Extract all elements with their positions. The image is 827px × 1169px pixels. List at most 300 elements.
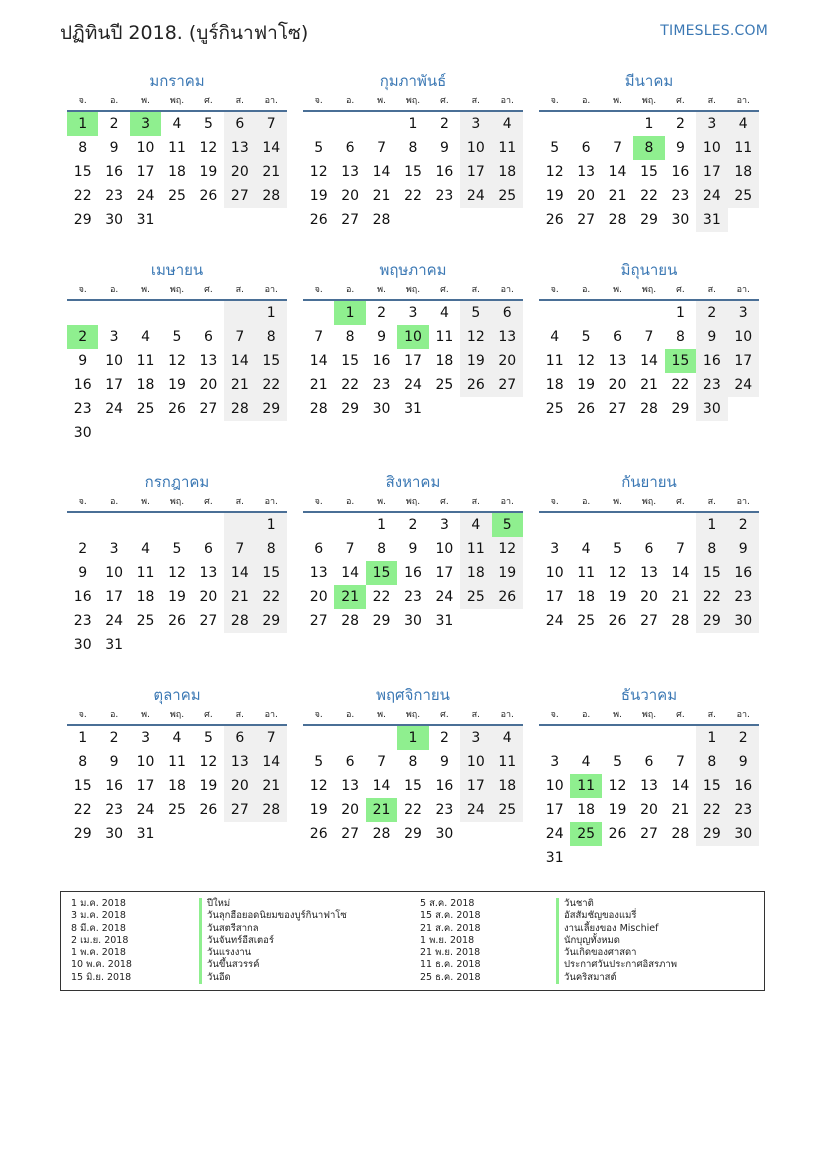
day-cell[interactable]: 4 <box>728 112 759 136</box>
day-cell[interactable]: 1 <box>78 730 88 746</box>
day-cell[interactable]: 15 <box>73 778 92 794</box>
day-cell[interactable]: 2 <box>67 325 98 349</box>
day-cell[interactable]: 29 <box>372 613 391 629</box>
day-cell[interactable]: 14 <box>608 164 627 180</box>
day-cell[interactable]: 29 <box>404 826 422 842</box>
day-cell[interactable]: 2 <box>439 730 449 746</box>
day-cell[interactable]: 24 <box>435 589 454 605</box>
day-cell[interactable]: 5 <box>172 541 182 557</box>
day-cell[interactable]: 29 <box>696 822 727 846</box>
day-cell[interactable]: 30 <box>372 401 391 417</box>
day-cell[interactable]: 31 <box>105 637 124 653</box>
day-cell[interactable]: 4 <box>581 754 591 770</box>
day-cell[interactable]: 19 <box>460 349 491 373</box>
day-cell[interactable]: 12 <box>545 164 564 180</box>
day-cell[interactable]: 26 <box>577 401 596 417</box>
day-cell[interactable]: 9 <box>728 750 759 774</box>
day-cell[interactable]: 19 <box>199 164 218 180</box>
day-cell[interactable]: 29 <box>256 609 287 633</box>
day-cell[interactable]: 24 <box>696 184 727 208</box>
day-cell[interactable]: 19 <box>545 188 564 204</box>
day-cell[interactable]: 8 <box>78 140 88 156</box>
day-cell[interactable]: 1 <box>256 513 287 537</box>
day-cell[interactable]: 4 <box>141 329 151 345</box>
day-cell[interactable]: 30 <box>696 397 727 421</box>
day-cell[interactable]: 5 <box>314 140 324 156</box>
day-cell[interactable]: 26 <box>608 613 627 629</box>
day-cell[interactable]: 13 <box>199 353 218 369</box>
day-cell[interactable]: 6 <box>314 541 324 557</box>
day-cell[interactable]: 22 <box>696 798 727 822</box>
day-cell[interactable]: 23 <box>404 589 422 605</box>
day-cell[interactable]: 24 <box>105 613 124 629</box>
day-cell[interactable]: 17 <box>728 349 759 373</box>
day-cell[interactable]: 20 <box>309 589 328 605</box>
day-cell[interactable]: 10 <box>435 541 454 557</box>
day-cell[interactable]: 13 <box>341 164 360 180</box>
day-cell[interactable]: 12 <box>492 537 523 561</box>
day-cell[interactable]: 5 <box>314 754 324 770</box>
day-cell[interactable]: 2 <box>109 730 119 746</box>
day-cell[interactable]: 5 <box>550 140 560 156</box>
day-cell[interactable]: 21 <box>608 188 627 204</box>
day-cell[interactable]: 11 <box>136 353 155 369</box>
day-cell[interactable]: 25 <box>728 184 759 208</box>
day-cell[interactable]: 14 <box>309 353 328 369</box>
day-cell[interactable]: 3 <box>728 301 759 325</box>
day-cell[interactable]: 18 <box>136 589 155 605</box>
day-cell[interactable]: 29 <box>671 401 690 417</box>
day-cell[interactable]: 4 <box>581 541 591 557</box>
day-cell[interactable]: 18 <box>168 778 186 794</box>
day-cell[interactable]: 12 <box>309 778 328 794</box>
day-cell[interactable]: 24 <box>460 184 491 208</box>
day-cell[interactable]: 9 <box>377 329 387 345</box>
day-cell[interactable]: 13 <box>577 164 596 180</box>
day-cell[interactable]: 9 <box>439 754 449 770</box>
day-cell[interactable]: 19 <box>168 377 186 393</box>
day-cell[interactable]: 3 <box>109 329 119 345</box>
day-cell[interactable]: 28 <box>256 798 287 822</box>
day-cell[interactable]: 22 <box>671 377 690 393</box>
day-cell[interactable]: 10 <box>460 136 491 160</box>
day-cell[interactable]: 30 <box>728 822 759 846</box>
day-cell[interactable]: 17 <box>105 589 124 605</box>
day-cell[interactable]: 27 <box>199 401 218 417</box>
day-cell[interactable]: 20 <box>640 589 658 605</box>
day-cell[interactable]: 5 <box>203 730 213 746</box>
day-cell[interactable]: 27 <box>341 826 360 842</box>
day-cell[interactable]: 30 <box>404 613 422 629</box>
day-cell[interactable]: 14 <box>640 353 658 369</box>
day-cell[interactable]: 27 <box>492 373 523 397</box>
day-cell[interactable]: 20 <box>640 802 658 818</box>
day-cell[interactable]: 6 <box>224 112 255 136</box>
day-cell[interactable]: 16 <box>728 774 759 798</box>
day-cell[interactable]: 15 <box>640 164 658 180</box>
day-cell[interactable]: 3 <box>130 112 161 136</box>
day-cell[interactable]: 16 <box>435 778 454 794</box>
day-cell[interactable]: 3 <box>109 541 119 557</box>
day-cell[interactable]: 16 <box>105 164 124 180</box>
day-cell[interactable]: 20 <box>199 589 218 605</box>
day-cell[interactable]: 27 <box>608 401 627 417</box>
day-cell[interactable]: 25 <box>168 802 186 818</box>
day-cell[interactable]: 11 <box>136 565 155 581</box>
day-cell[interactable]: 9 <box>728 537 759 561</box>
day-cell[interactable]: 28 <box>372 212 391 228</box>
day-cell[interactable]: 1 <box>696 726 727 750</box>
day-cell[interactable]: 3 <box>696 112 727 136</box>
day-cell[interactable]: 19 <box>577 377 596 393</box>
day-cell[interactable]: 8 <box>256 325 287 349</box>
day-cell[interactable]: 17 <box>545 802 564 818</box>
day-cell[interactable]: 17 <box>696 160 727 184</box>
day-cell[interactable]: 5 <box>203 116 213 132</box>
day-cell[interactable]: 27 <box>341 212 360 228</box>
day-cell[interactable]: 6 <box>581 140 591 156</box>
day-cell[interactable]: 24 <box>136 802 155 818</box>
day-cell[interactable]: 12 <box>309 164 328 180</box>
day-cell[interactable]: 20 <box>492 349 523 373</box>
day-cell[interactable]: 21 <box>224 373 255 397</box>
day-cell[interactable]: 14 <box>372 778 391 794</box>
day-cell[interactable]: 11 <box>492 136 523 160</box>
day-cell[interactable]: 14 <box>256 136 287 160</box>
day-cell[interactable]: 8 <box>78 754 88 770</box>
day-cell[interactable]: 26 <box>199 802 218 818</box>
day-cell[interactable]: 28 <box>608 212 627 228</box>
day-cell[interactable]: 22 <box>404 802 422 818</box>
day-cell[interactable]: 24 <box>460 798 491 822</box>
day-cell[interactable]: 21 <box>640 377 658 393</box>
day-cell[interactable]: 17 <box>435 565 454 581</box>
day-cell[interactable]: 25 <box>570 822 601 846</box>
day-cell[interactable]: 21 <box>671 802 690 818</box>
day-cell[interactable]: 2 <box>408 517 418 533</box>
day-cell[interactable]: 25 <box>492 184 523 208</box>
day-cell[interactable]: 6 <box>345 754 355 770</box>
day-cell[interactable]: 13 <box>309 565 328 581</box>
day-cell[interactable]: 27 <box>640 826 658 842</box>
day-cell[interactable]: 8 <box>377 541 387 557</box>
day-cell[interactable]: 31 <box>435 613 454 629</box>
day-cell[interactable]: 10 <box>545 778 564 794</box>
day-cell[interactable]: 6 <box>203 329 213 345</box>
day-cell[interactable]: 5 <box>613 754 623 770</box>
day-cell[interactable]: 3 <box>460 112 491 136</box>
day-cell[interactable]: 1 <box>397 726 428 750</box>
day-cell[interactable]: 31 <box>136 212 155 228</box>
day-cell[interactable]: 23 <box>105 188 124 204</box>
day-cell[interactable]: 23 <box>671 188 690 204</box>
day-cell[interactable]: 23 <box>435 188 454 204</box>
day-cell[interactable]: 6 <box>492 301 523 325</box>
day-cell[interactable]: 24 <box>545 826 564 842</box>
day-cell[interactable]: 18 <box>460 561 491 585</box>
day-cell[interactable]: 26 <box>545 212 564 228</box>
day-cell[interactable]: 14 <box>341 565 360 581</box>
day-cell[interactable]: 11 <box>460 537 491 561</box>
day-cell[interactable]: 8 <box>408 140 418 156</box>
day-cell[interactable]: 21 <box>224 585 255 609</box>
day-cell[interactable]: 18 <box>545 377 564 393</box>
day-cell[interactable]: 23 <box>728 798 759 822</box>
day-cell[interactable]: 26 <box>309 826 328 842</box>
day-cell[interactable]: 12 <box>168 353 186 369</box>
day-cell[interactable]: 12 <box>608 565 627 581</box>
day-cell[interactable]: 22 <box>640 188 658 204</box>
day-cell[interactable]: 31 <box>136 826 155 842</box>
day-cell[interactable]: 10 <box>728 325 759 349</box>
day-cell[interactable]: 6 <box>345 140 355 156</box>
day-cell[interactable]: 1 <box>256 301 287 325</box>
day-cell[interactable]: 14 <box>224 349 255 373</box>
day-cell[interactable]: 4 <box>460 513 491 537</box>
day-cell[interactable]: 9 <box>109 140 119 156</box>
day-cell[interactable]: 10 <box>397 325 428 349</box>
day-cell[interactable]: 11 <box>435 329 454 345</box>
day-cell[interactable]: 12 <box>199 754 218 770</box>
day-cell[interactable]: 29 <box>341 401 360 417</box>
day-cell[interactable]: 18 <box>577 589 596 605</box>
day-cell[interactable]: 2 <box>439 116 449 132</box>
day-cell[interactable]: 19 <box>608 589 627 605</box>
day-cell[interactable]: 25 <box>136 613 155 629</box>
day-cell[interactable]: 28 <box>341 613 360 629</box>
day-cell[interactable]: 23 <box>372 377 391 393</box>
day-cell[interactable]: 28 <box>372 826 391 842</box>
day-cell[interactable]: 1 <box>377 517 387 533</box>
day-cell[interactable]: 21 <box>366 798 397 822</box>
day-cell[interactable]: 20 <box>577 188 596 204</box>
day-cell[interactable]: 13 <box>492 325 523 349</box>
day-cell[interactable]: 16 <box>73 589 92 605</box>
day-cell[interactable]: 15 <box>366 561 397 585</box>
day-cell[interactable]: 10 <box>136 754 155 770</box>
day-cell[interactable]: 4 <box>439 305 449 321</box>
day-cell[interactable]: 23 <box>105 802 124 818</box>
day-cell[interactable]: 17 <box>105 377 124 393</box>
day-cell[interactable]: 2 <box>696 301 727 325</box>
day-cell[interactable]: 10 <box>545 565 564 581</box>
day-cell[interactable]: 11 <box>545 353 564 369</box>
day-cell[interactable]: 7 <box>675 754 685 770</box>
day-cell[interactable]: 16 <box>105 778 124 794</box>
day-cell[interactable]: 19 <box>492 561 523 585</box>
day-cell[interactable]: 26 <box>168 401 186 417</box>
day-cell[interactable]: 19 <box>309 802 328 818</box>
day-cell[interactable]: 2 <box>728 726 759 750</box>
day-cell[interactable]: 27 <box>309 613 328 629</box>
day-cell[interactable]: 4 <box>172 730 182 746</box>
day-cell[interactable]: 17 <box>136 778 155 794</box>
day-cell[interactable]: 12 <box>608 778 627 794</box>
day-cell[interactable]: 6 <box>613 329 623 345</box>
day-cell[interactable]: 5 <box>460 301 491 325</box>
day-cell[interactable]: 24 <box>404 377 422 393</box>
day-cell[interactable]: 12 <box>168 565 186 581</box>
day-cell[interactable]: 8 <box>345 329 355 345</box>
day-cell[interactable]: 30 <box>105 212 124 228</box>
day-cell[interactable]: 18 <box>168 164 186 180</box>
day-cell[interactable]: 24 <box>105 401 124 417</box>
day-cell[interactable]: 24 <box>728 373 759 397</box>
day-cell[interactable]: 21 <box>372 188 391 204</box>
day-cell[interactable]: 11 <box>492 750 523 774</box>
day-cell[interactable]: 9 <box>109 754 119 770</box>
day-cell[interactable]: 13 <box>640 778 658 794</box>
day-cell[interactable]: 13 <box>224 750 255 774</box>
day-cell[interactable]: 1 <box>408 116 418 132</box>
day-cell[interactable]: 27 <box>224 798 255 822</box>
day-cell[interactable]: 29 <box>256 397 287 421</box>
day-cell[interactable]: 28 <box>640 401 658 417</box>
day-cell[interactable]: 3 <box>439 517 449 533</box>
day-cell[interactable]: 26 <box>460 373 491 397</box>
day-cell[interactable]: 9 <box>78 565 88 581</box>
day-cell[interactable]: 23 <box>73 401 92 417</box>
day-cell[interactable]: 4 <box>172 116 182 132</box>
day-cell[interactable]: 30 <box>73 425 92 441</box>
day-cell[interactable]: 22 <box>404 188 422 204</box>
day-cell[interactable]: 12 <box>577 353 596 369</box>
day-cell[interactable]: 6 <box>224 726 255 750</box>
day-cell[interactable]: 15 <box>256 561 287 585</box>
day-cell[interactable]: 5 <box>581 329 591 345</box>
day-cell[interactable]: 19 <box>168 589 186 605</box>
day-cell[interactable]: 10 <box>136 140 155 156</box>
day-cell[interactable]: 17 <box>545 589 564 605</box>
day-cell[interactable]: 7 <box>377 754 387 770</box>
day-cell[interactable]: 20 <box>608 377 627 393</box>
day-cell[interactable]: 3 <box>141 730 151 746</box>
day-cell[interactable]: 9 <box>439 140 449 156</box>
day-cell[interactable]: 19 <box>199 778 218 794</box>
day-cell[interactable]: 15 <box>696 561 727 585</box>
day-cell[interactable]: 10 <box>460 750 491 774</box>
day-cell[interactable]: 17 <box>136 164 155 180</box>
day-cell[interactable]: 14 <box>671 565 690 581</box>
day-cell[interactable]: 13 <box>224 136 255 160</box>
day-cell[interactable]: 20 <box>224 774 255 798</box>
day-cell[interactable]: 28 <box>256 184 287 208</box>
day-cell[interactable]: 16 <box>404 565 422 581</box>
day-cell[interactable]: 18 <box>728 160 759 184</box>
day-cell[interactable]: 9 <box>408 541 418 557</box>
day-cell[interactable]: 15 <box>256 349 287 373</box>
day-cell[interactable]: 21 <box>334 585 365 609</box>
day-cell[interactable]: 19 <box>309 188 328 204</box>
day-cell[interactable]: 8 <box>675 329 685 345</box>
day-cell[interactable]: 9 <box>675 140 685 156</box>
day-cell[interactable]: 29 <box>73 826 92 842</box>
day-cell[interactable]: 4 <box>141 541 151 557</box>
day-cell[interactable]: 23 <box>696 373 727 397</box>
day-cell[interactable]: 29 <box>640 212 658 228</box>
day-cell[interactable]: 9 <box>78 353 88 369</box>
day-cell[interactable]: 17 <box>404 353 422 369</box>
day-cell[interactable]: 14 <box>671 778 690 794</box>
day-cell[interactable]: 1 <box>696 513 727 537</box>
day-cell[interactable]: 2 <box>377 305 387 321</box>
day-cell[interactable]: 13 <box>199 565 218 581</box>
day-cell[interactable]: 25 <box>492 798 523 822</box>
day-cell[interactable]: 3 <box>550 754 560 770</box>
day-cell[interactable]: 18 <box>492 774 523 798</box>
day-cell[interactable]: 14 <box>256 750 287 774</box>
day-cell[interactable]: 15 <box>696 774 727 798</box>
day-cell[interactable]: 1 <box>644 116 654 132</box>
day-cell[interactable]: 8 <box>633 136 664 160</box>
day-cell[interactable]: 22 <box>341 377 360 393</box>
day-cell[interactable]: 30 <box>105 826 124 842</box>
day-cell[interactable]: 13 <box>341 778 360 794</box>
day-cell[interactable]: 26 <box>199 188 218 204</box>
day-cell[interactable]: 22 <box>73 802 92 818</box>
day-cell[interactable]: 25 <box>577 613 596 629</box>
day-cell[interactable]: 23 <box>73 613 92 629</box>
day-cell[interactable]: 11 <box>168 140 186 156</box>
day-cell[interactable]: 15 <box>404 778 422 794</box>
day-cell[interactable]: 11 <box>577 565 596 581</box>
day-cell[interactable]: 13 <box>640 565 658 581</box>
day-cell[interactable]: 3 <box>550 541 560 557</box>
day-cell[interactable]: 27 <box>199 613 218 629</box>
day-cell[interactable]: 9 <box>696 325 727 349</box>
day-cell[interactable]: 20 <box>341 802 360 818</box>
day-cell[interactable]: 25 <box>168 188 186 204</box>
day-cell[interactable]: 16 <box>73 377 92 393</box>
day-cell[interactable]: 18 <box>492 160 523 184</box>
day-cell[interactable]: 27 <box>640 613 658 629</box>
day-cell[interactable]: 8 <box>256 537 287 561</box>
day-cell[interactable]: 14 <box>224 561 255 585</box>
day-cell[interactable]: 29 <box>73 212 92 228</box>
day-cell[interactable]: 22 <box>256 585 287 609</box>
day-cell[interactable]: 18 <box>435 353 454 369</box>
day-cell[interactable]: 7 <box>314 329 324 345</box>
day-cell[interactable]: 12 <box>199 140 218 156</box>
day-cell[interactable]: 24 <box>136 188 155 204</box>
day-cell[interactable]: 23 <box>728 585 759 609</box>
day-cell[interactable]: 22 <box>372 589 391 605</box>
day-cell[interactable]: 16 <box>372 353 391 369</box>
day-cell[interactable]: 31 <box>404 401 422 417</box>
day-cell[interactable]: 17 <box>460 774 491 798</box>
day-cell[interactable]: 2 <box>78 541 88 557</box>
day-cell[interactable]: 8 <box>696 750 727 774</box>
day-cell[interactable]: 31 <box>545 850 564 866</box>
day-cell[interactable]: 22 <box>73 188 92 204</box>
day-cell[interactable]: 6 <box>203 541 213 557</box>
day-cell[interactable]: 19 <box>608 802 627 818</box>
day-cell[interactable]: 28 <box>671 826 690 842</box>
day-cell[interactable]: 25 <box>435 377 454 393</box>
day-cell[interactable]: 20 <box>341 188 360 204</box>
day-cell[interactable]: 17 <box>460 160 491 184</box>
day-cell[interactable]: 2 <box>109 116 119 132</box>
day-cell[interactable]: 27 <box>577 212 596 228</box>
day-cell[interactable]: 5 <box>172 329 182 345</box>
day-cell[interactable]: 11 <box>570 774 601 798</box>
day-cell[interactable]: 8 <box>696 537 727 561</box>
day-cell[interactable]: 15 <box>73 164 92 180</box>
day-cell[interactable]: 6 <box>644 754 654 770</box>
day-cell[interactable]: 14 <box>372 164 391 180</box>
day-cell[interactable]: 10 <box>696 136 727 160</box>
day-cell[interactable]: 5 <box>613 541 623 557</box>
